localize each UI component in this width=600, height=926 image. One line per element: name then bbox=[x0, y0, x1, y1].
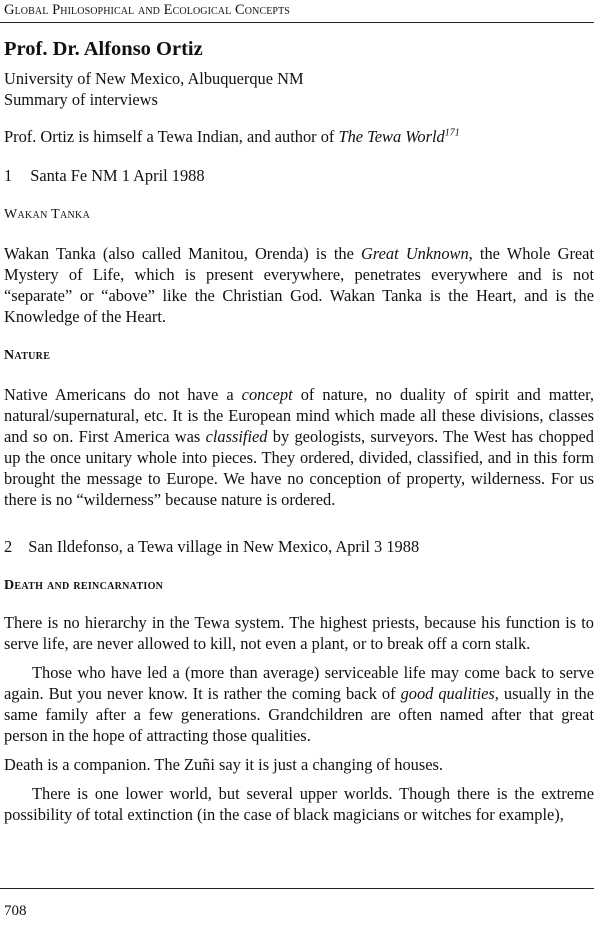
interview-2-number: 2 bbox=[4, 537, 13, 556]
intro-text: Prof. Ortiz is himself a Tewa Indian, and author of bbox=[4, 127, 339, 146]
interview-2-heading bbox=[4, 536, 594, 557]
wakan-tanka-text-1: Wakan Tanka (also called Manitou, Orenda) is the bbox=[4, 244, 362, 263]
section-title-nature: Nature bbox=[4, 348, 51, 363]
interview-1-heading bbox=[4, 165, 594, 186]
death-paragraph-1: There is no hierarchy in the Tewa system. The highest priests, because his function is to serve life, are never allowed to kill, not even a plant, or to break off a corn stalk. bbox=[4, 613, 594, 653]
death-p2-emphasis: good qualities bbox=[400, 684, 495, 703]
main-content bbox=[4, 36, 594, 825]
death-p2-text-2: , usually in the same family after a few generations. Grandchildren are often named after that great person in the hope of attracting those qualities. bbox=[4, 684, 594, 745]
nature-text-1: Native Americans do not have a bbox=[4, 385, 242, 404]
nature-emphasis-1: concept bbox=[241, 385, 293, 404]
affiliation-line: University of New Mexico, Albuquerque NM bbox=[4, 69, 304, 88]
book-title: The Tewa World bbox=[338, 127, 445, 146]
intro-paragraph bbox=[4, 126, 594, 147]
running-head: Global Philosophical and Ecological Concepts bbox=[4, 2, 290, 18]
bottom-rule bbox=[0, 888, 594, 889]
death-p2-text-1: Those who have led a (more than average) serviceable life may come back to serve again. But you never know. It is rather the coming back of bbox=[4, 663, 594, 703]
interview-1-number: 1 bbox=[4, 166, 13, 185]
death-paragraph-3: Death is a companion. The Zuñi say it is just a changing of houses. bbox=[4, 755, 443, 774]
death-paragraph-2 bbox=[4, 662, 594, 746]
page-title: Prof. Dr. Alfonso Ortiz bbox=[4, 38, 203, 60]
death-paragraph-4: There is one lower world, but several upper worlds. Though there is the extreme possibility of total extinction (in the case of black magicians or witches for example), bbox=[4, 784, 594, 824]
summary-line: Summary of interviews bbox=[4, 90, 158, 109]
footnote-ref: 171 bbox=[444, 127, 460, 139]
page-number: 708 bbox=[4, 903, 27, 919]
wakan-tanka-text-2: , the Whole Great Mystery of Life, which is present everywhere, penetrates everywhere and is not “separate” or “above” like the Christian God. Wakan Tanka is the Heart, and is the Knowledge of the Heart. bbox=[4, 244, 594, 326]
wakan-tanka-emphasis: Great Unknown bbox=[361, 244, 469, 263]
interview-2-place-date: San Ildefonso, a Tewa village in New Mexico, April 3 1988 bbox=[28, 537, 420, 556]
wakan-tanka-paragraph bbox=[4, 243, 594, 327]
nature-text-2: of nature, no duality of spirit and matter, natural/supernatural, etc. It is the European mind which made all these divisions, classes and so on. First America was bbox=[4, 385, 595, 446]
nature-paragraph bbox=[4, 384, 594, 510]
nature-text-3: by geologists, surveyors. The West has chopped up the once unitary whole into pieces. They ordered, divided, classified, and in this form brought the message to Europe. We have no conception of property, wilderness. For us there is no “wilderness” because nature is ordered. bbox=[4, 427, 594, 509]
interview-1-place-date: Santa Fe NM 1 April 1988 bbox=[30, 166, 205, 185]
section-title-wakan-tanka: Wakan Tanka bbox=[4, 207, 91, 222]
top-rule bbox=[0, 22, 594, 23]
nature-emphasis-2: classified bbox=[205, 427, 268, 446]
section-title-death: Death and reincarnation bbox=[4, 578, 164, 593]
